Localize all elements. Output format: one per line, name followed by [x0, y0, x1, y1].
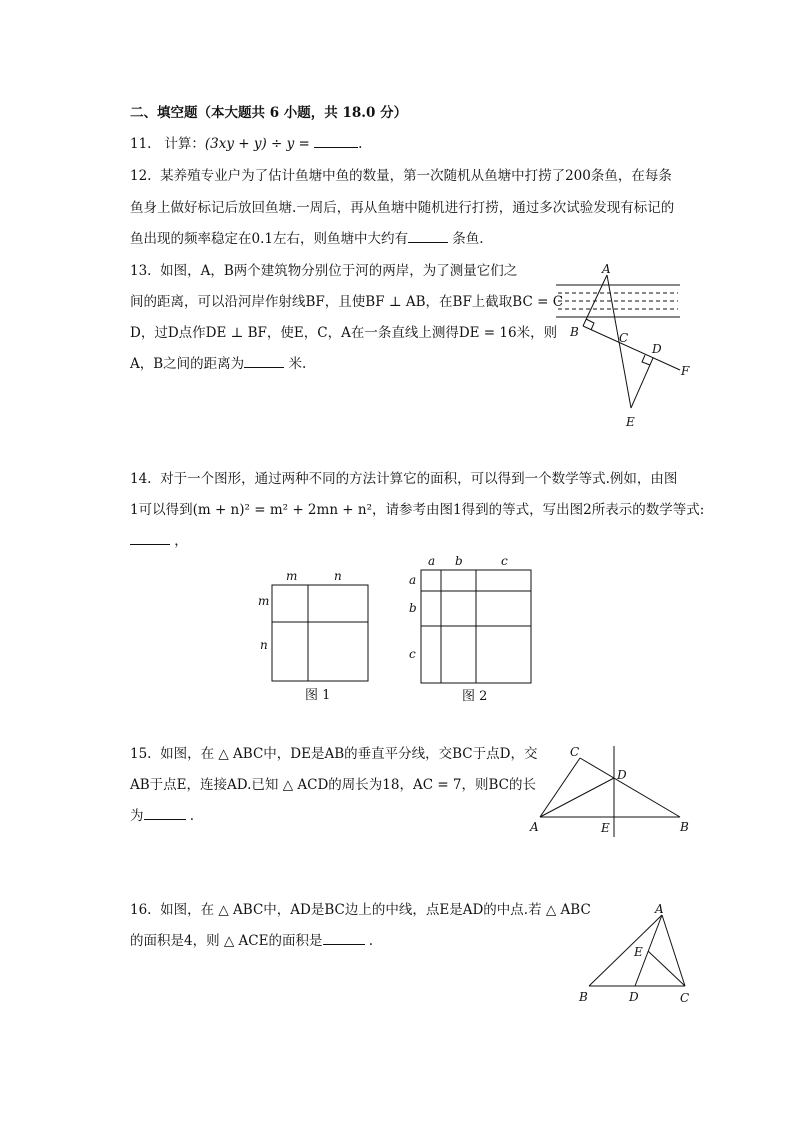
- q11-answer-blank[interactable]: [314, 135, 358, 148]
- q14-text-3: ，: [174, 533, 188, 549]
- q16-number: 16.: [130, 902, 152, 918]
- q16-text-2: 的面积是4，则 △ ACE的面积是: [130, 933, 323, 949]
- q15-label-E: E: [601, 821, 610, 835]
- q14-figure-2: [404, 552, 544, 707]
- question-14-line3: [130, 532, 188, 550]
- q13-text-1: 如图，A，B两个建筑物分别位于河的两岸，为了测量它们之: [160, 263, 518, 279]
- question-15-line3: [130, 807, 194, 825]
- q15-answer-blank[interactable]: [144, 807, 186, 820]
- q16-text-1: 如图，在 △ ABC中，AD是BC边上的中线，点E是AD的中点.若 △ ABC: [160, 902, 591, 918]
- q12-text-2: 鱼身上做好标记后放回鱼塘.一周后，再从鱼塘中随机进行打捞，通过多次试验发现有标记的: [130, 200, 675, 216]
- q13-text-4: A，B之间的距离为: [130, 356, 245, 372]
- question-15-line1: [130, 745, 537, 763]
- question-12-line3: [130, 230, 484, 248]
- q13-label-F: F: [681, 364, 690, 378]
- q13-answer-blank[interactable]: [244, 355, 284, 368]
- q15-label-C: C: [570, 745, 580, 759]
- fig1-side-m: m: [258, 594, 270, 608]
- fig2-side-a: a: [409, 573, 417, 587]
- q15-label-B: B: [680, 820, 689, 834]
- fig1-top-m: m: [286, 569, 298, 583]
- q13-river-figure: [550, 262, 700, 432]
- question-13-line4: [130, 355, 306, 373]
- q11-prefix: 计算：: [164, 136, 205, 152]
- q13-text-3: D，过D点作DE ⊥ BF，使E，C，A在一条直线上测得DE = 16米，则: [130, 325, 558, 341]
- q13-number: 13.: [130, 263, 152, 279]
- q12-number: 12.: [130, 168, 152, 184]
- fig2-top-b: b: [455, 554, 463, 568]
- q14-text-1: 对于一个图形，通过两种不同的方法计算它的面积，可以得到一个数学等式.例如，由图: [160, 471, 678, 487]
- q16-answer-blank[interactable]: [323, 932, 365, 945]
- q13-label-C: C: [619, 331, 629, 345]
- q15-label-D: D: [617, 768, 627, 782]
- q15-text-2: AB于点E，连接AD.已知 △ ACD的周长为18，AC = 7，则BC的长: [130, 777, 537, 793]
- fig2-top-c: c: [501, 554, 508, 568]
- q14-text-2: 1可以得到(m + n)² = m² + 2mn + n²，请参考由图1得到的等式，写出图2所表示的数学等式:: [130, 502, 705, 518]
- q13-label-D: D: [652, 342, 662, 356]
- question-16-line1: [130, 901, 591, 919]
- q15-label-A: A: [530, 820, 539, 834]
- fig2-side-c: c: [409, 647, 416, 661]
- q15-number: 15.: [130, 746, 152, 762]
- question-11: [130, 135, 362, 153]
- q13-text-5: 米.: [288, 356, 307, 372]
- q16-label-D: D: [629, 990, 639, 1004]
- q15-text-3: 为: [130, 808, 144, 824]
- q16-triangle-figure: [575, 900, 700, 1010]
- section-title: 二、填空题（本大题共 6 小题，共 18.0 分）: [130, 105, 408, 121]
- fig2-side-b: b: [409, 601, 417, 615]
- question-13-line1: [130, 262, 517, 280]
- q16-label-E: E: [634, 945, 643, 959]
- q12-text-4: 条鱼.: [452, 231, 484, 247]
- fig2-top-a: a: [428, 554, 436, 568]
- q11-end: .: [358, 136, 363, 152]
- q16-label-B: B: [579, 990, 588, 1004]
- fig1-top-n: n: [334, 569, 342, 583]
- q13-text-2: 间的距离，可以沿河岸作射线BF，且使BF ⊥ AB，在BF上截取BC = C: [130, 294, 564, 310]
- q13-label-B: B: [570, 325, 579, 339]
- q14-number: 14.: [130, 471, 152, 487]
- fig1-side-n: n: [260, 638, 268, 652]
- q14-figure-1: [255, 565, 375, 707]
- question-14-line1: [130, 470, 677, 488]
- q13-label-E: E: [626, 415, 635, 429]
- q11-expression: (3xy + y) ÷ y =: [204, 136, 310, 152]
- q16-text-3: .: [368, 933, 374, 949]
- fig2-caption: 图 2: [462, 689, 488, 704]
- q16-label-A: A: [655, 902, 664, 916]
- q14-answer-blank[interactable]: [130, 532, 170, 545]
- q15-text-1: 如图，在 △ ABC中，DE是AB的垂直平分线，交BC于点D，交: [160, 746, 538, 762]
- q12-text-3: 鱼出现的频率稳定在0.1左右，则鱼塘中大约有: [130, 231, 408, 247]
- q15-triangle-figure: [525, 740, 700, 840]
- fig1-caption: 图 1: [305, 688, 331, 703]
- q12-text-1: 某养殖专业户为了估计鱼塘中鱼的数量，第一次随机从鱼塘中打捞了200条鱼，在每条: [160, 168, 672, 184]
- q12-answer-blank[interactable]: [408, 230, 448, 243]
- q13-label-A: A: [602, 262, 611, 276]
- q11-number: 11.: [130, 136, 152, 152]
- q15-text-4: .: [189, 808, 195, 824]
- question-12-line1: [130, 167, 672, 185]
- q16-label-C: C: [680, 991, 690, 1005]
- question-16-line2: [130, 932, 373, 950]
